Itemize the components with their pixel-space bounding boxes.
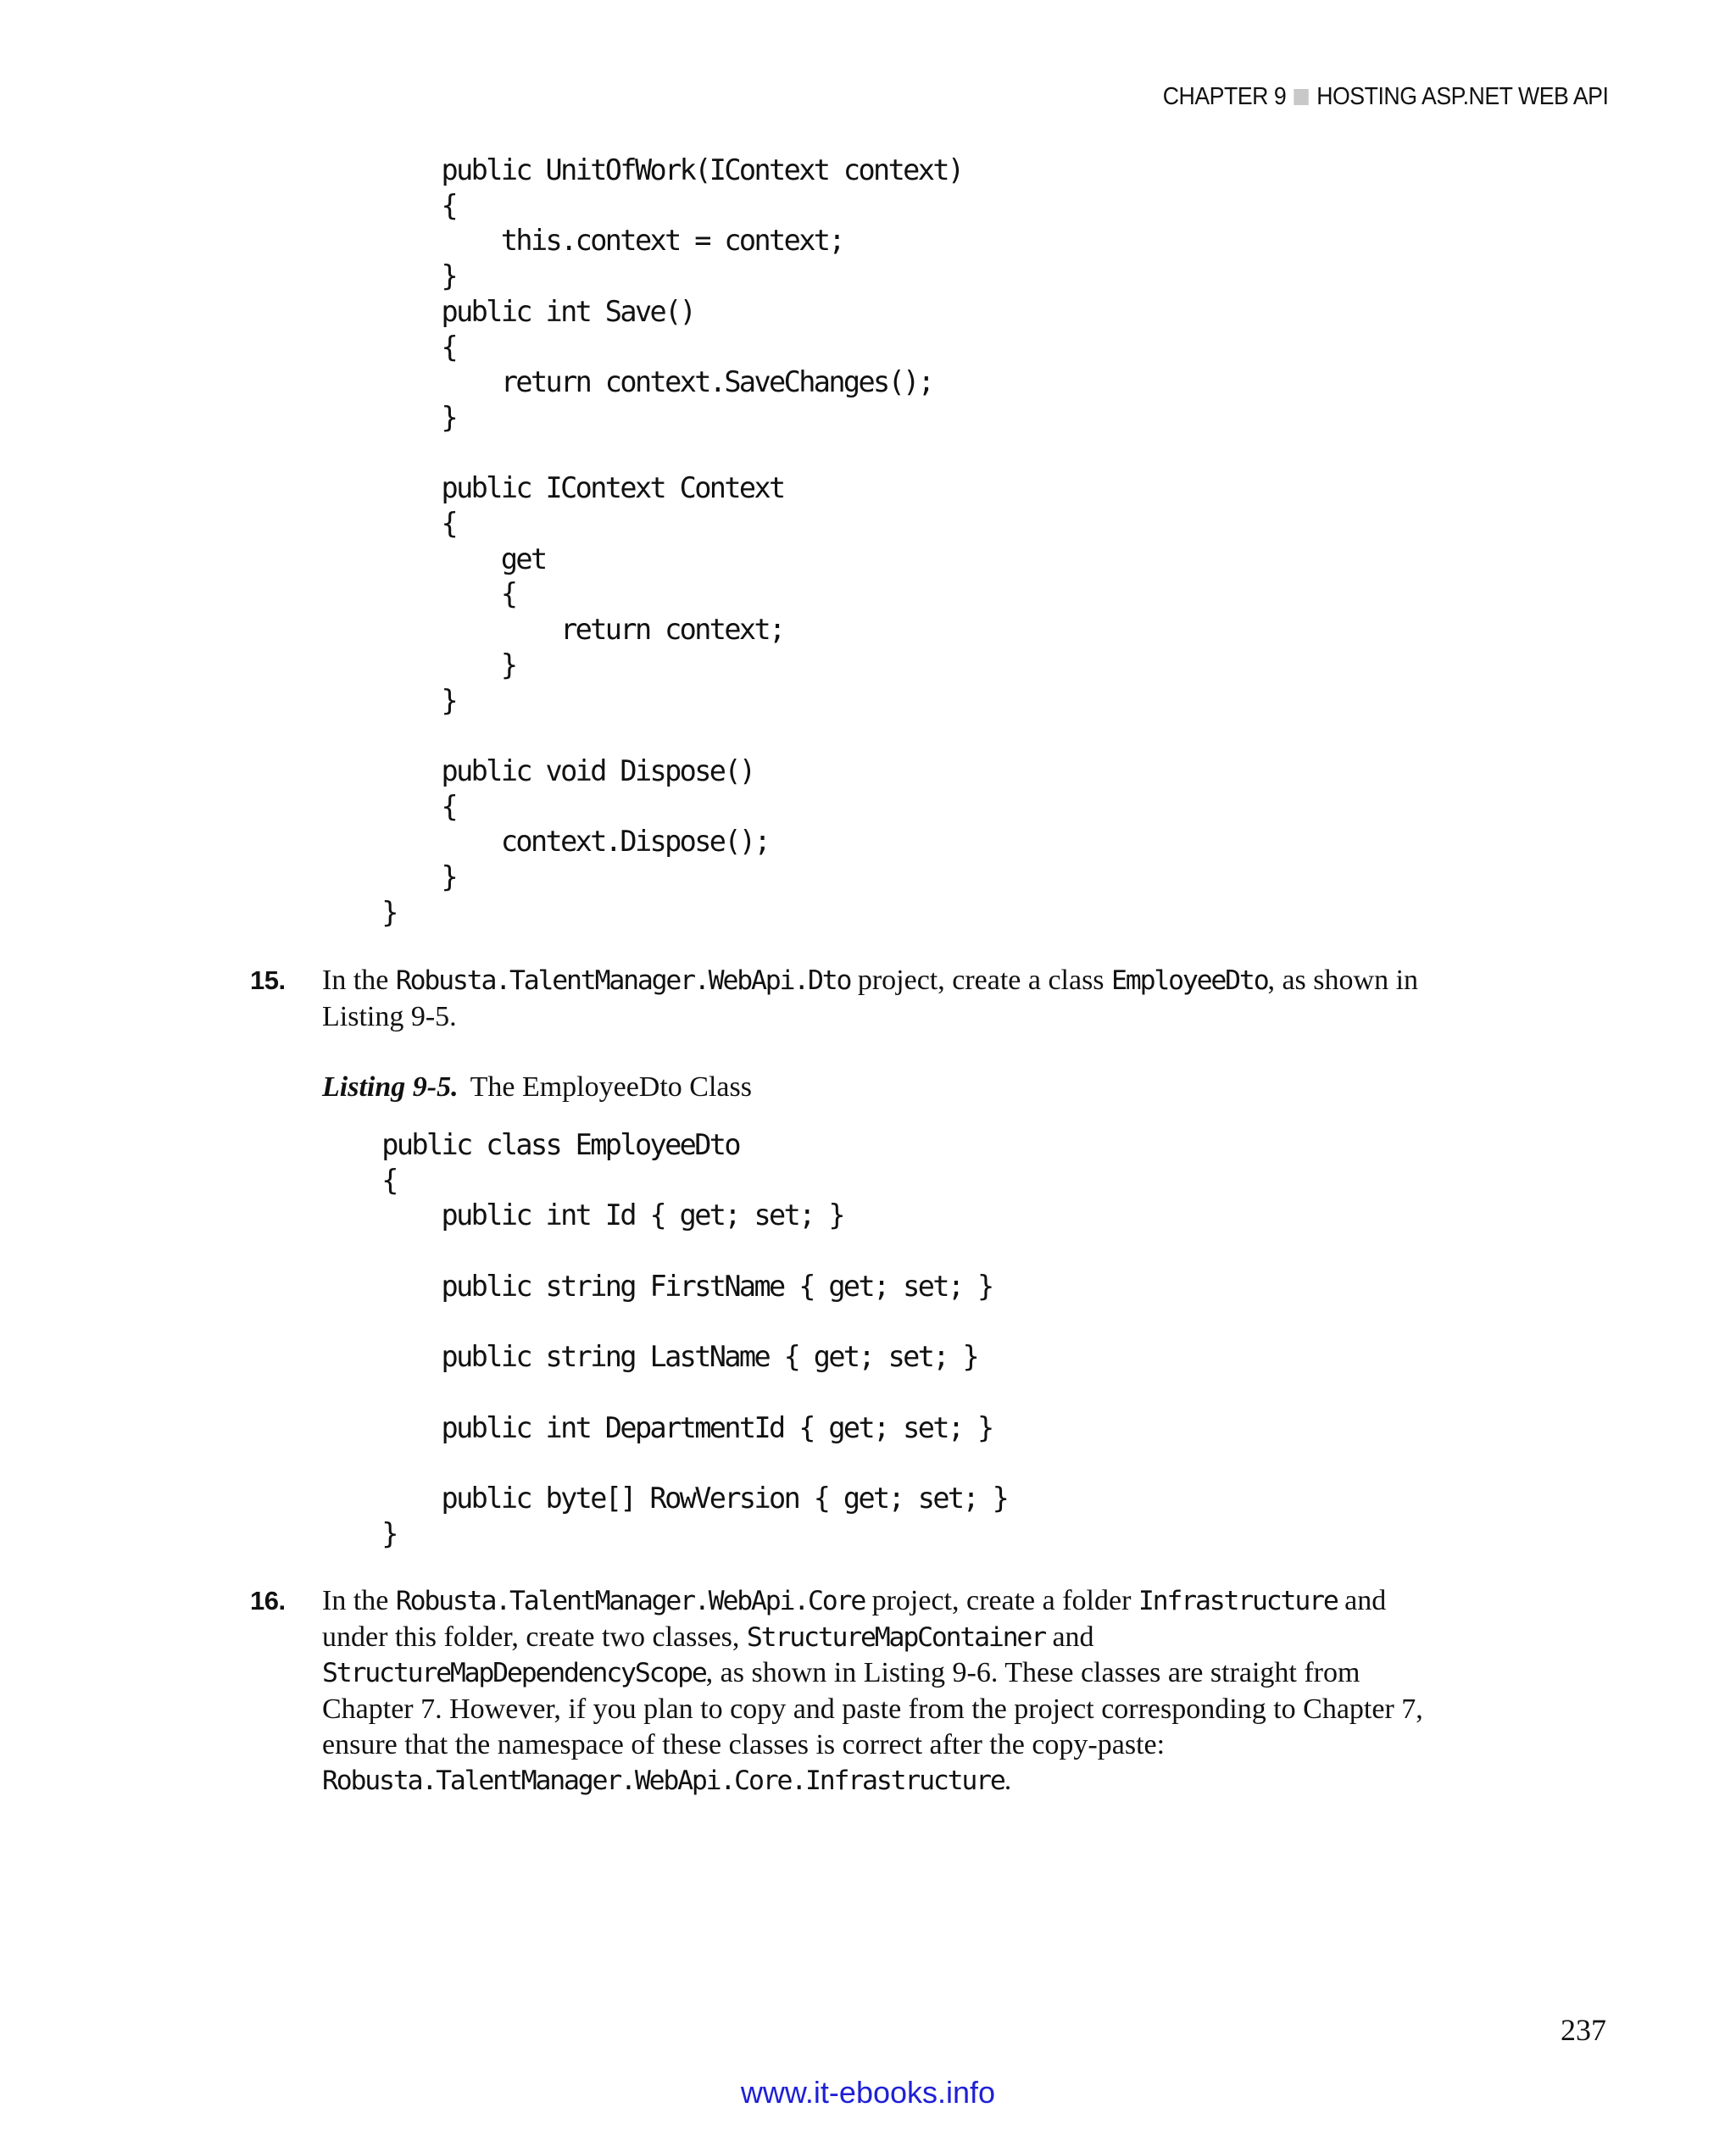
inline-code: Robusta.TalentManager.WebApi.Core.Infrastructure [322,1765,1004,1796]
inline-code: StructureMapDependencyScope [322,1658,706,1689]
listing-caption [322,1071,752,1104]
header-title: HOSTING ASP.NET WEB API [1316,83,1608,110]
footer-link[interactable]: www.it-ebooks.info [740,2075,996,2110]
inline-code: StructureMapContainer [746,1621,1045,1653]
step-text: In the Robusta.TalentManager.WebApi.Core project, create a folder Infrastructure and under this folder, create two classes, StructureMapContainer and StructureMapDependencyScope, as shown in Listing 9-6. These classes are straight from Chapter 7. However, if you plan to copy and paste from the project corresponding to Chapter 7, ensure that the namespace of these classes is correct after the copy-paste: Robusta.TalentManager.WebApi.Core.Infrastructure. [322,1585,1423,1796]
step-number: 16. [250,1586,286,1615]
listing-title: The EmployeeDto Class [470,1071,752,1103]
inline-code: EmployeeDto [1111,965,1268,996]
step-number: 15. [250,965,286,995]
inline-code: Robusta.TalentManager.WebApi.Core [395,1586,865,1616]
running-header [1162,83,1608,111]
code-block-employee-dto: public class EmployeeDto { public int Id { get; set; } public string FirstName { get; set; } public string LastName { get; set; } public int DepartmentId { get; set; } public byte[] RowVersion { get; set; } } [381,1128,1008,1550]
header-separator-square [1294,89,1308,105]
inline-code: Robusta.TalentManager.WebApi.Dto [395,965,851,996]
page-number: 237 [1561,2013,1606,2047]
step-15 [250,963,1437,1034]
header-chapter: CHAPTER 9 [1162,83,1286,110]
step-16 [250,1583,1437,1799]
step-text: In the Robusta.TalentManager.WebApi.Dto project, create a class EmployeeDto, as shown in Listing 9-5. [322,965,1419,1032]
inline-code: Infrastructure [1138,1586,1338,1616]
listing-label: Listing 9-5. [322,1071,459,1103]
code-block-unit-of-work: public UnitOfWork(IContext context) { this.context = context; } public int Save() { return context.SaveChanges(); } public IContext Context { get { return context; } } public void Dispose() { context.Dispose(); } } [381,153,963,929]
